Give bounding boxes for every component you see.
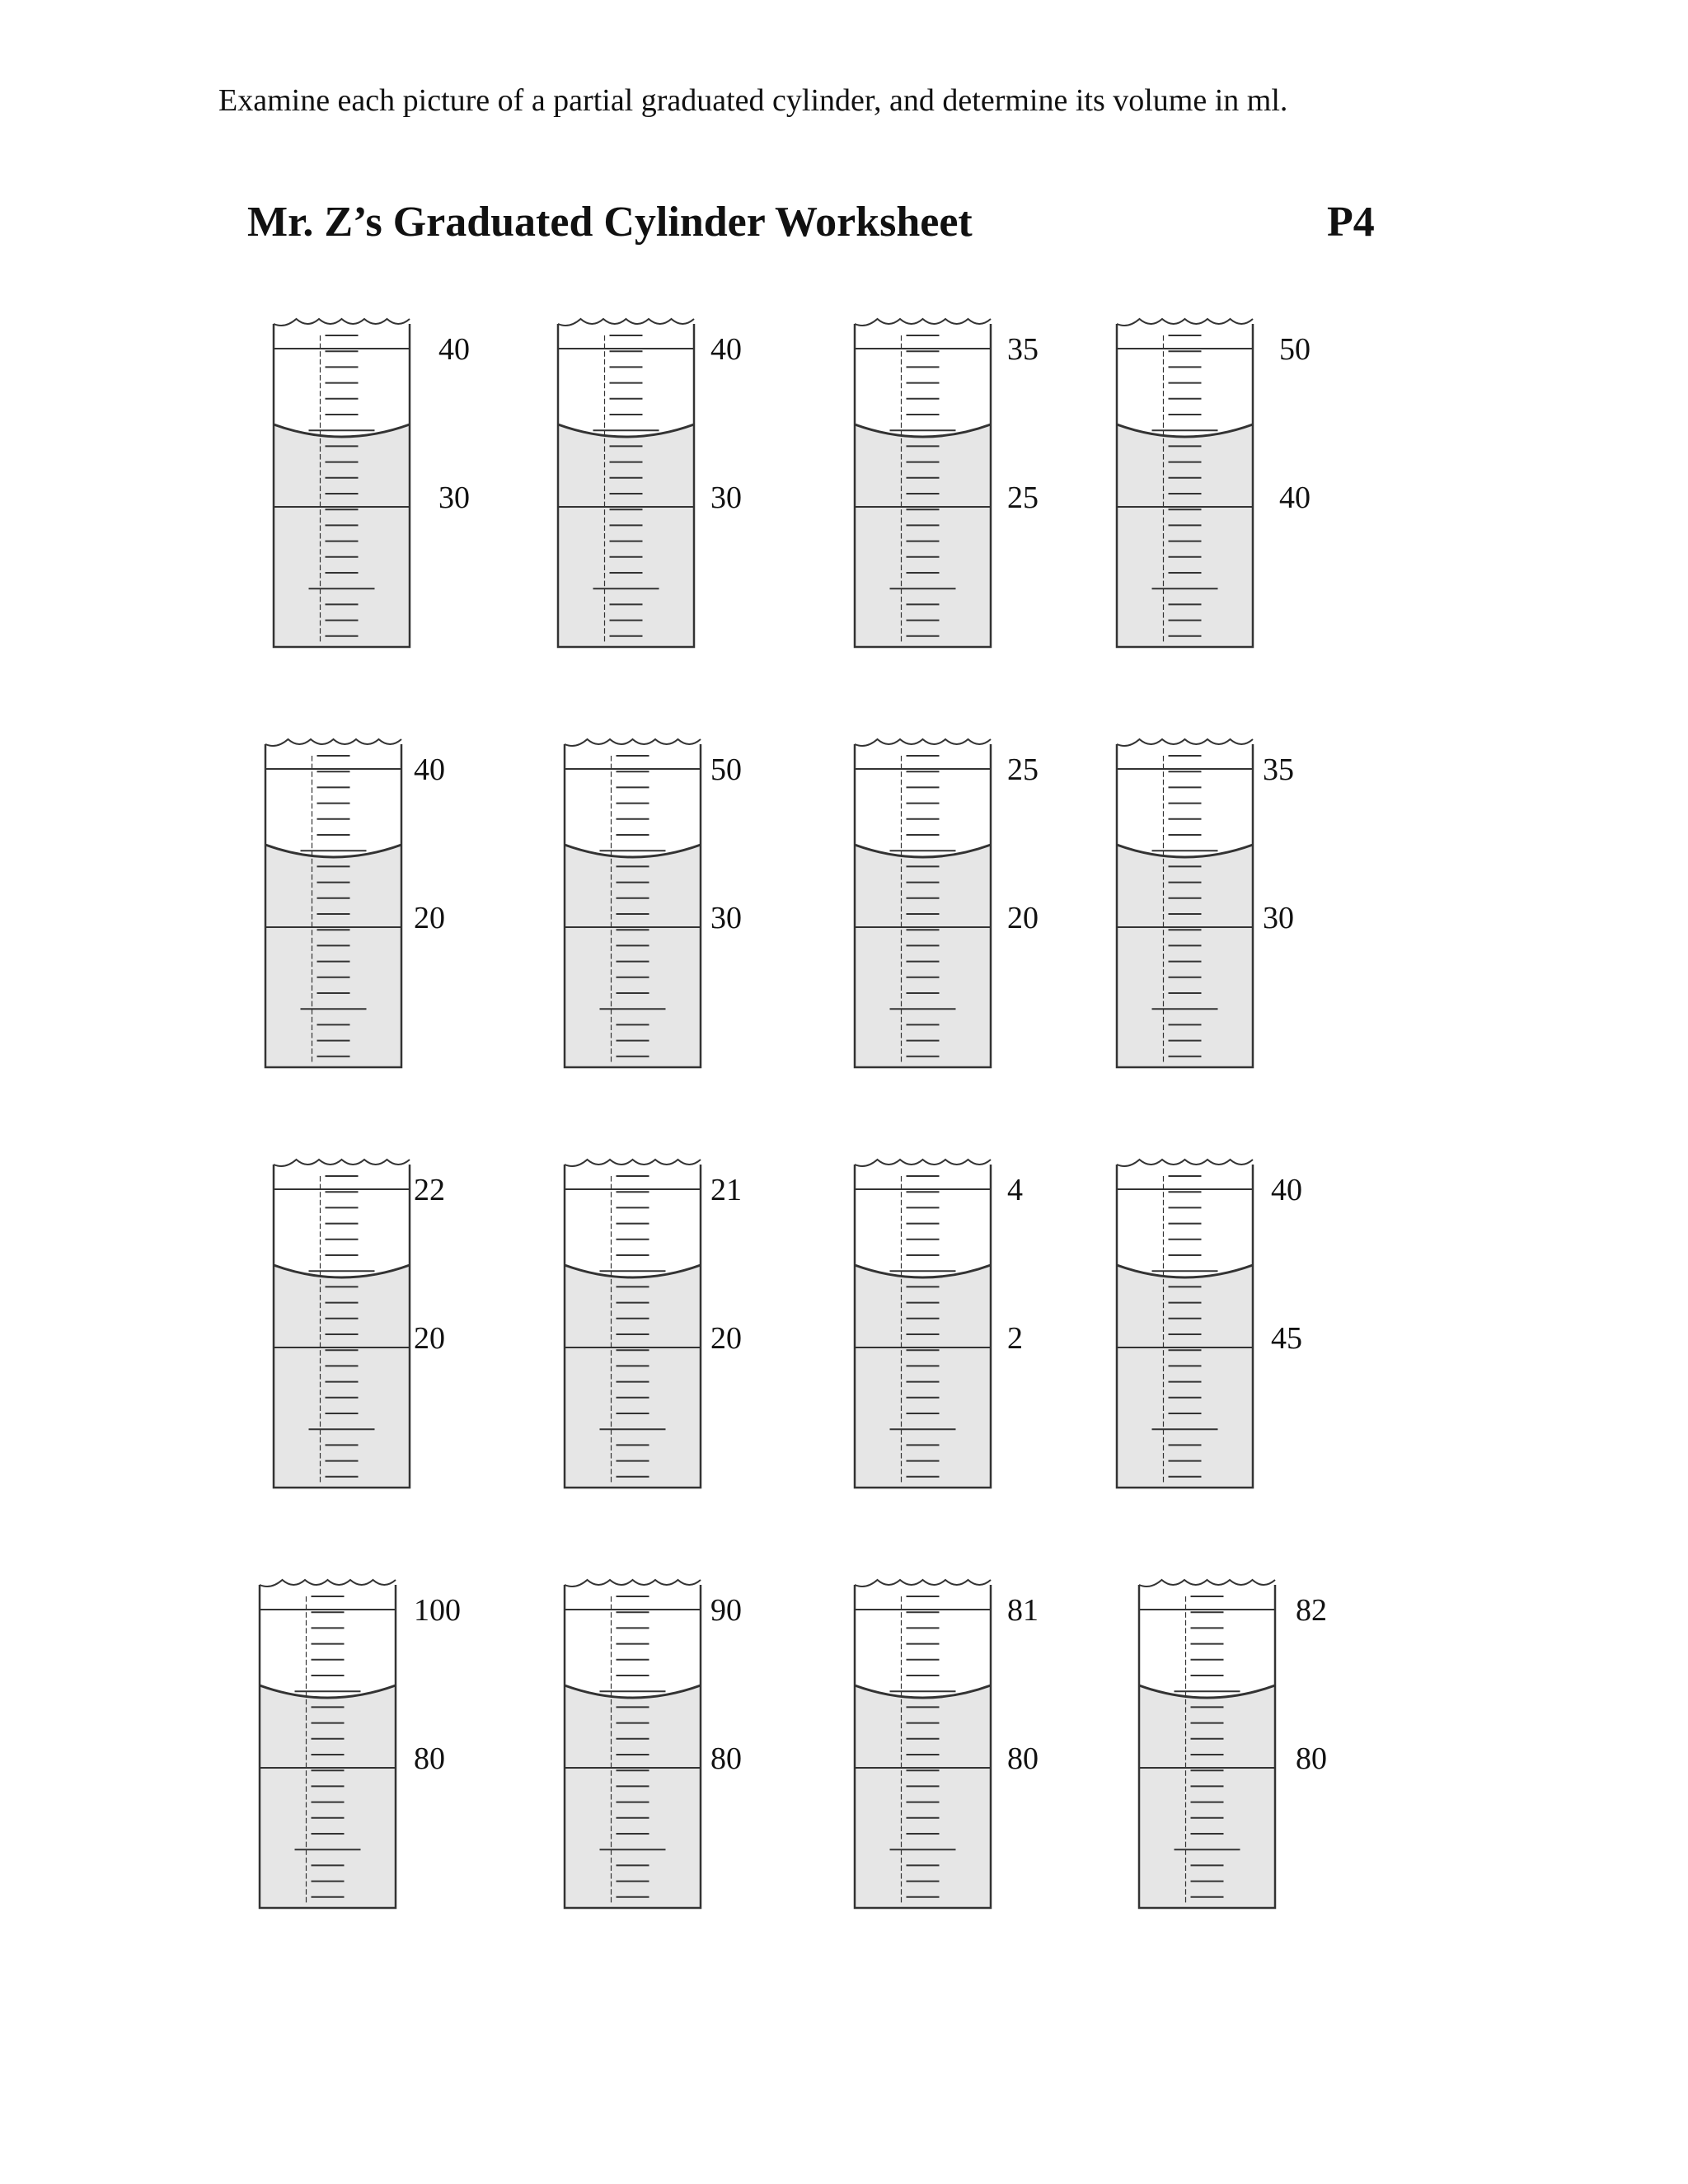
cylinder-2-bottom-label: 30 bbox=[710, 480, 742, 515]
liquid-fill bbox=[1139, 1685, 1275, 1908]
cylinder-4-top-label: 50 bbox=[1279, 332, 1311, 367]
broken-top-edge bbox=[1117, 319, 1253, 326]
cylinder-2 bbox=[548, 309, 705, 655]
cylinder-5-bottom-label: 20 bbox=[414, 901, 445, 935]
broken-top-edge bbox=[565, 739, 701, 746]
cylinder-15-bottom-label: 80 bbox=[1007, 1741, 1039, 1776]
liquid-fill bbox=[565, 1685, 701, 1908]
broken-top-edge bbox=[565, 1160, 701, 1166]
cylinder-1 bbox=[264, 309, 420, 655]
cylinder-5-top-label: 40 bbox=[414, 752, 445, 787]
cylinder-9 bbox=[264, 1150, 420, 1496]
cylinder-13-bottom-label: 80 bbox=[414, 1741, 445, 1776]
cylinder-1-top-label: 40 bbox=[438, 332, 470, 367]
cylinder-7-bottom-label: 20 bbox=[1007, 901, 1039, 935]
liquid-fill bbox=[265, 845, 401, 1067]
broken-top-edge bbox=[855, 1580, 991, 1586]
page-label: P4 bbox=[1327, 199, 1375, 246]
cylinder-2-top-label: 40 bbox=[710, 332, 742, 367]
liquid-fill bbox=[855, 845, 991, 1067]
broken-top-edge bbox=[558, 319, 694, 326]
cylinder-11 bbox=[845, 1150, 1001, 1496]
cylinder-6-bottom-label: 30 bbox=[710, 901, 742, 935]
cylinder-7-top-label: 25 bbox=[1007, 752, 1039, 787]
liquid-fill bbox=[855, 1265, 991, 1488]
broken-top-edge bbox=[265, 739, 401, 746]
cylinder-14-bottom-label: 80 bbox=[710, 1741, 742, 1776]
liquid-fill bbox=[565, 1265, 701, 1488]
liquid-fill bbox=[260, 1685, 396, 1908]
broken-top-edge bbox=[855, 1160, 991, 1166]
cylinder-10 bbox=[555, 1150, 711, 1496]
cylinder-3 bbox=[845, 309, 1001, 655]
cylinder-10-top-label: 21 bbox=[710, 1173, 742, 1207]
worksheet-title: Mr. Z’s Graduated Cylinder Worksheet bbox=[247, 199, 973, 246]
liquid-fill bbox=[855, 1685, 991, 1908]
cylinder-11-top-label: 4 bbox=[1007, 1173, 1023, 1207]
liquid-fill bbox=[274, 424, 410, 647]
liquid-fill bbox=[855, 424, 991, 647]
broken-top-edge bbox=[565, 1580, 701, 1586]
cylinder-3-bottom-label: 25 bbox=[1007, 480, 1039, 515]
cylinder-14 bbox=[555, 1570, 711, 1916]
liquid-fill bbox=[565, 845, 701, 1067]
cylinder-4-bottom-label: 40 bbox=[1279, 480, 1311, 515]
cylinder-7 bbox=[845, 729, 1001, 1076]
cylinder-12-bottom-label: 45 bbox=[1271, 1321, 1302, 1356]
cylinder-16-top-label: 82 bbox=[1296, 1593, 1327, 1628]
liquid-fill bbox=[1117, 1265, 1253, 1488]
liquid-fill bbox=[558, 424, 694, 647]
cylinder-13-top-label: 100 bbox=[414, 1593, 461, 1628]
cylinder-15 bbox=[845, 1570, 1001, 1916]
cylinder-5 bbox=[256, 729, 412, 1076]
broken-top-edge bbox=[855, 319, 991, 326]
cylinder-16-bottom-label: 80 bbox=[1296, 1741, 1327, 1776]
broken-top-edge bbox=[855, 739, 991, 746]
cylinder-8 bbox=[1107, 729, 1264, 1076]
cylinder-9-top-label: 22 bbox=[414, 1173, 445, 1207]
cylinder-12-top-label: 40 bbox=[1271, 1173, 1302, 1207]
cylinder-15-top-label: 81 bbox=[1007, 1593, 1039, 1628]
liquid-fill bbox=[1117, 424, 1253, 647]
cylinder-6 bbox=[555, 729, 711, 1076]
broken-top-edge bbox=[1117, 739, 1253, 746]
cylinder-13 bbox=[250, 1570, 406, 1916]
cylinder-1-bottom-label: 30 bbox=[438, 480, 470, 515]
liquid-fill bbox=[1117, 845, 1253, 1067]
broken-top-edge bbox=[274, 319, 410, 326]
cylinder-9-bottom-label: 20 bbox=[414, 1321, 445, 1356]
cylinder-14-top-label: 90 bbox=[710, 1593, 742, 1628]
cylinder-16 bbox=[1129, 1570, 1286, 1916]
broken-top-edge bbox=[274, 1160, 410, 1166]
cylinder-6-top-label: 50 bbox=[710, 752, 742, 787]
instructions-text: Examine each picture of a partial graduated cylinder, and determine its volume in ml. bbox=[218, 83, 1288, 118]
cylinder-4 bbox=[1107, 309, 1264, 655]
cylinder-8-top-label: 35 bbox=[1263, 752, 1294, 787]
cylinder-8-bottom-label: 30 bbox=[1263, 901, 1294, 935]
broken-top-edge bbox=[260, 1580, 396, 1586]
cylinder-11-bottom-label: 2 bbox=[1007, 1321, 1023, 1356]
cylinder-12 bbox=[1107, 1150, 1264, 1496]
broken-top-edge bbox=[1139, 1580, 1275, 1586]
cylinder-10-bottom-label: 20 bbox=[710, 1321, 742, 1356]
broken-top-edge bbox=[1117, 1160, 1253, 1166]
liquid-fill bbox=[274, 1265, 410, 1488]
cylinder-3-top-label: 35 bbox=[1007, 332, 1039, 367]
